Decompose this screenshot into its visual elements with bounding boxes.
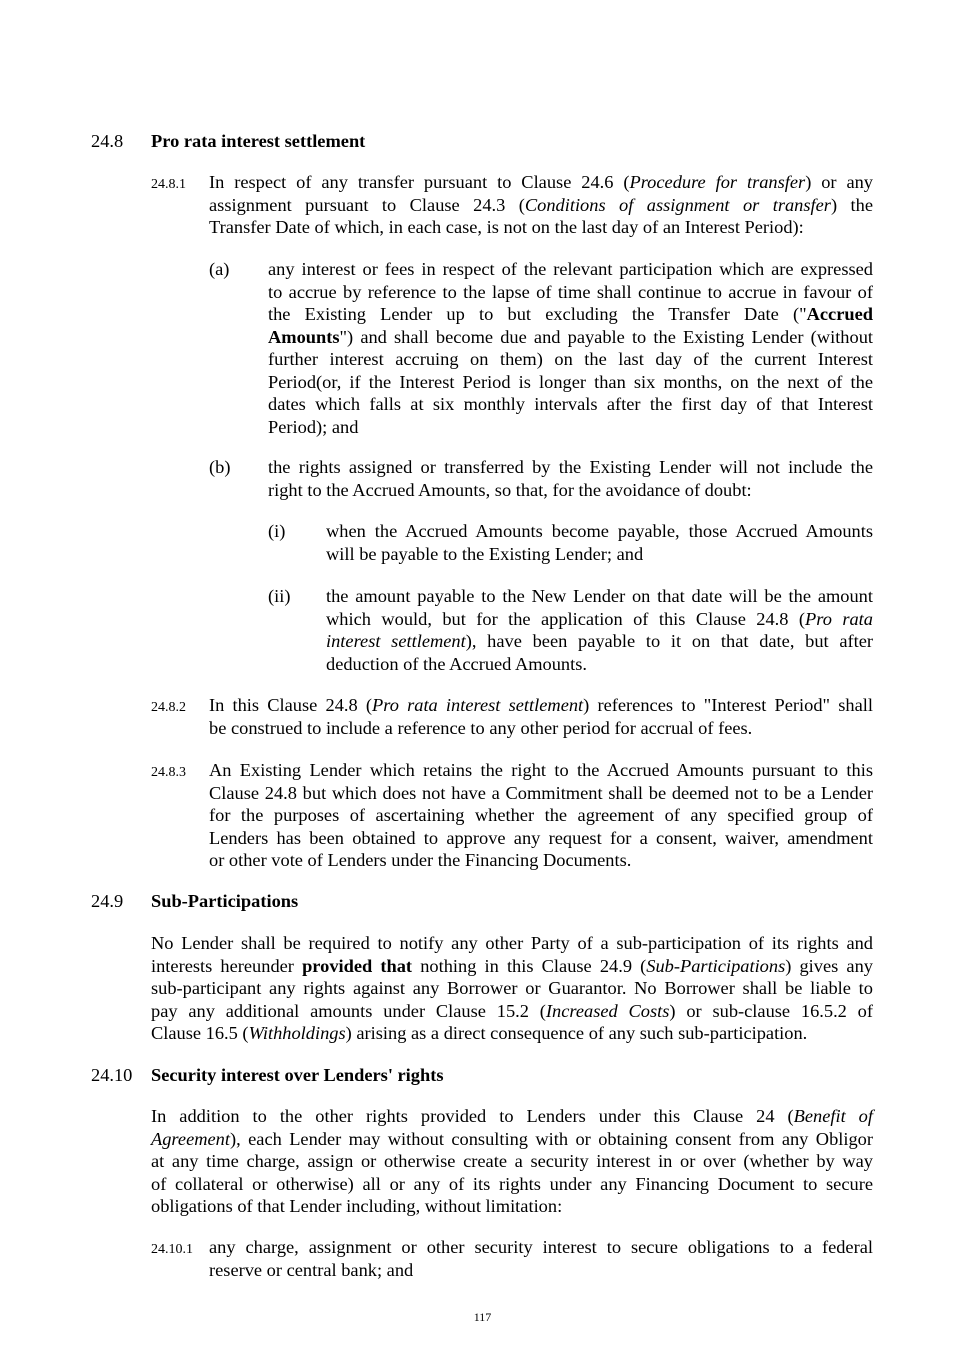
text-line: deduction of the Accrued Amounts. (326, 653, 587, 674)
text-line: which would, but for the application of this Clause 24.8 (Pro rata (326, 608, 873, 629)
page-number: 117 (473, 1310, 492, 1324)
item-label: (a) (209, 259, 230, 279)
section-number: 24.10 (91, 1065, 133, 1085)
section-title: Security interest over Lenders' rights (151, 1065, 444, 1085)
text-line: for the purposes of ascertaining whether the agreement of any specified group of (209, 805, 873, 825)
item-text (268, 456, 873, 501)
text-line: will be payable to the Existing Lender; and (326, 543, 644, 564)
item-label: (i) (268, 521, 286, 541)
text-line: Transfer Date of which, in each case, is not on the last day of an Interest Period): (209, 217, 804, 237)
text-line: In respect of any transfer pursuant to Clause 24.6 (Procedure for transfer) or any (209, 172, 874, 192)
subclause-number: 24.10.1 (151, 1242, 193, 1257)
item-text (268, 258, 873, 438)
subclause-number: 24.8.3 (151, 765, 186, 780)
text-line: be construed to include a reference to any other period for accrual of fees. (209, 717, 753, 738)
section-number: 24.9 (91, 891, 124, 911)
subclause-text (209, 694, 873, 739)
text-line: No Lender shall be required to notify any other Party of a sub-participation of its rights and (151, 933, 873, 953)
text-line: Lenders has been obtained to approve any request for a consent, waiver, amendment (209, 827, 873, 848)
subclause-number: 24.8.2 (151, 700, 186, 715)
text-line: right to the Accrued Amounts, so that, for the avoidance of doubt: (268, 479, 752, 500)
text-line: Clause 16.5 (Withholdings) arising as a direct consequence of any such sub-participation. (151, 1023, 808, 1043)
subclause-text (209, 1236, 873, 1281)
text-line: In this Clause 24.8 (Pro rata interest settlement) references to "Interest Period" shall (209, 695, 873, 715)
item-label: (b) (209, 457, 231, 477)
text-line: of collateral or otherwise) all or any of its rights under any Financing Document to secure (151, 1173, 873, 1194)
text-line: Period); and (268, 416, 359, 437)
subclause-number: 24.8.1 (151, 177, 186, 192)
text-line: interest settlement), have been payable to it on that date, but after (326, 631, 874, 651)
text-line: the rights assigned or transferred by the Existing Lender will not include the (268, 457, 873, 477)
text-line: at any time charge, assign or otherwise create a security interest in or over (whether by way (151, 1151, 873, 1171)
text-line: An Existing Lender which retains the right to the Accrued Amounts pursuant to this (209, 760, 873, 780)
paragraph (151, 1105, 873, 1218)
text-line: Period(or, if the Interest Period is longer than six months, on the next of the (268, 371, 873, 392)
text-line: In addition to the other rights provided to Lenders under this Clause 24 (Benefit of (151, 1106, 873, 1126)
text-line: any charge, assignment or other security interest to secure obligations to a federal (209, 1237, 873, 1257)
section-title: Pro rata interest settlement (151, 131, 366, 151)
text-line: obligations of that Lender including, without limitation: (151, 1196, 563, 1216)
text-line: Amounts") and shall become due and payable to the Existing Lender (without (268, 326, 873, 347)
text-line: when the Accrued Amounts become payable, those Accrued Amounts (326, 521, 873, 541)
text-line: sub-participant any rights against any Borrower or Guarantor. No Borrower shall be liable to (151, 978, 873, 998)
text-line: dates which falls at six monthly intervals after the first day of that Interest (268, 394, 873, 414)
paragraph (151, 932, 873, 1045)
text-line: Clause 24.8 but which does not have a Commitment shall be deemed not to be a Lender (209, 782, 873, 803)
item-text (326, 585, 873, 675)
section-title: Sub-Participations (151, 891, 299, 911)
text-line: assignment pursuant to Clause 24.3 (Conditions of assignment or transfer) the (209, 194, 873, 215)
text-line: or other vote of Lenders under the Financing Documents. (209, 850, 632, 870)
text-line: to accrue by reference to the lapse of time shall continue to accrue in favour of (268, 281, 873, 302)
text-line: the amount payable to the New Lender on that date will be the amount (326, 586, 873, 606)
subclause-text (209, 171, 873, 239)
text-line: pay any additional amounts under Clause 15.2 (Increased Costs) or sub-clause 16.5.2 of (151, 1000, 874, 1021)
text-line: any interest or fees in respect of the relevant participation which are expressed (268, 259, 873, 279)
text-line: reserve or central bank; and (209, 1259, 414, 1280)
text-line: interests hereunder provided that nothing in this Clause 24.9 (Sub-Participations) gives any (151, 955, 873, 976)
text-line: further interest accruing on them) on the last day of the current Interest (268, 349, 873, 369)
text-line: Agreement), each Lender may without consulting with or obtaining consent from any Obligor (151, 1128, 873, 1149)
text-line: the Existing Lender up to but excluding the Transfer Date ("Accrued (268, 304, 873, 324)
section-number: 24.8 (91, 131, 124, 151)
subclause-text (209, 759, 873, 872)
item-text (326, 520, 873, 565)
item-label: (ii) (268, 586, 291, 606)
